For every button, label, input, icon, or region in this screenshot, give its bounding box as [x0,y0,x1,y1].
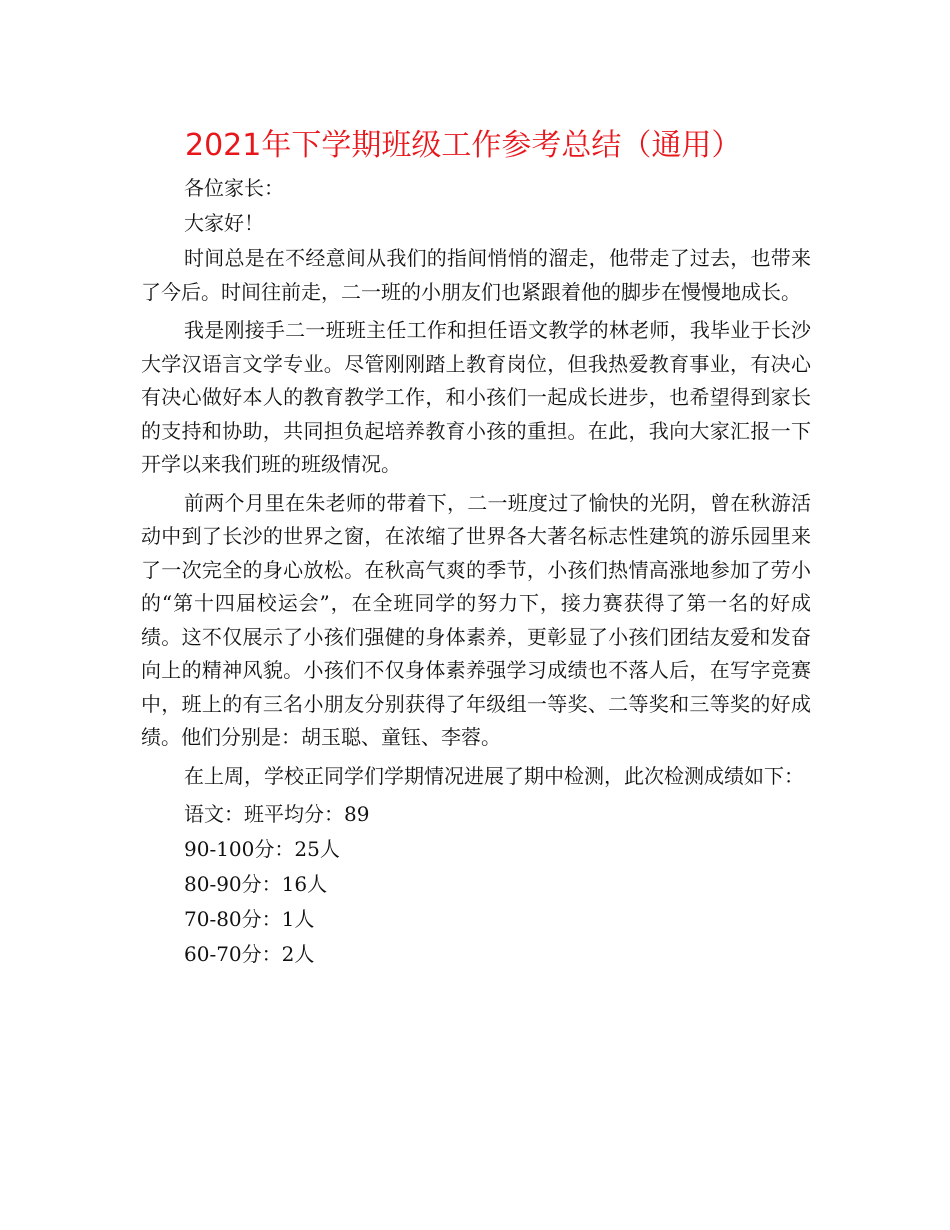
score-line-average: 语文：班平均分：89 [184,802,370,826]
salutation: 各位家长： [184,176,284,200]
score-line-60-70: 60-70分：2人 [184,942,315,966]
document-body [141,124,811,973]
paragraph-exam: 在上周，学校正同学们学期情况进展了期中检测，此次检测成绩如下： [184,763,804,788]
score-line-70-80: 70-80分：1人 [184,907,315,931]
paragraph-intro: 时间总是在不经意间从我们的指间悄悄的溜走，他带走了过去，也带来了今后。时间往前走，二一班的小朋友们也紧跟着他的脚步在慢慢地成长。 [141,246,811,304]
document-title: 2021年下学期班级工作参考总结（通用） [185,128,742,163]
paragraph-teacher: 我是刚接手二一班班主任工作和担任语文教学的林老师，我毕业于长沙大学汉语言文学专业。尽管刚刚踏上教育岗位，但我热爱教育事业，有决心有决心做好本人的教育教学工作，和小孩们一起成长进步，也希望得到家长的支持和协助，共同担负起培养教育小孩的重担。在此，我向大家汇报一下开学以来我们班的班级情况。 [141,318,811,476]
paragraph-activities: 前两个月里在朱老师的带着下，二一班度过了愉快的光阴，曾在秋游活动中到了长沙的世界之窗，在浓缩了世界各大著名标志性建筑的游乐园里来了一次完全的身心放松。在秋高气爽的季节，小孩们热情高涨地参加了劳小的“第十四届校运会”，在全班同学的努力下，接力赛获得了第一名的好成绩。这不仅展示了小孩们强健的身体素养，更彰显了小孩们团结友爱和发奋向上的精神风貌。小孩们不仅身体素养强学习成绩也不落人后，在写字竞赛中，班上的有三名小朋友分别获得了年级组一等奖、二等奖和三等奖的好成绩。他们分别是：胡玉聪、童钰、李蓉。 [141,490,811,749]
score-line-80-90: 80-90分：16人 [184,872,328,896]
greeting: 大家好！ [184,211,264,235]
score-line-90-100: 90-100分：25人 [184,837,340,861]
